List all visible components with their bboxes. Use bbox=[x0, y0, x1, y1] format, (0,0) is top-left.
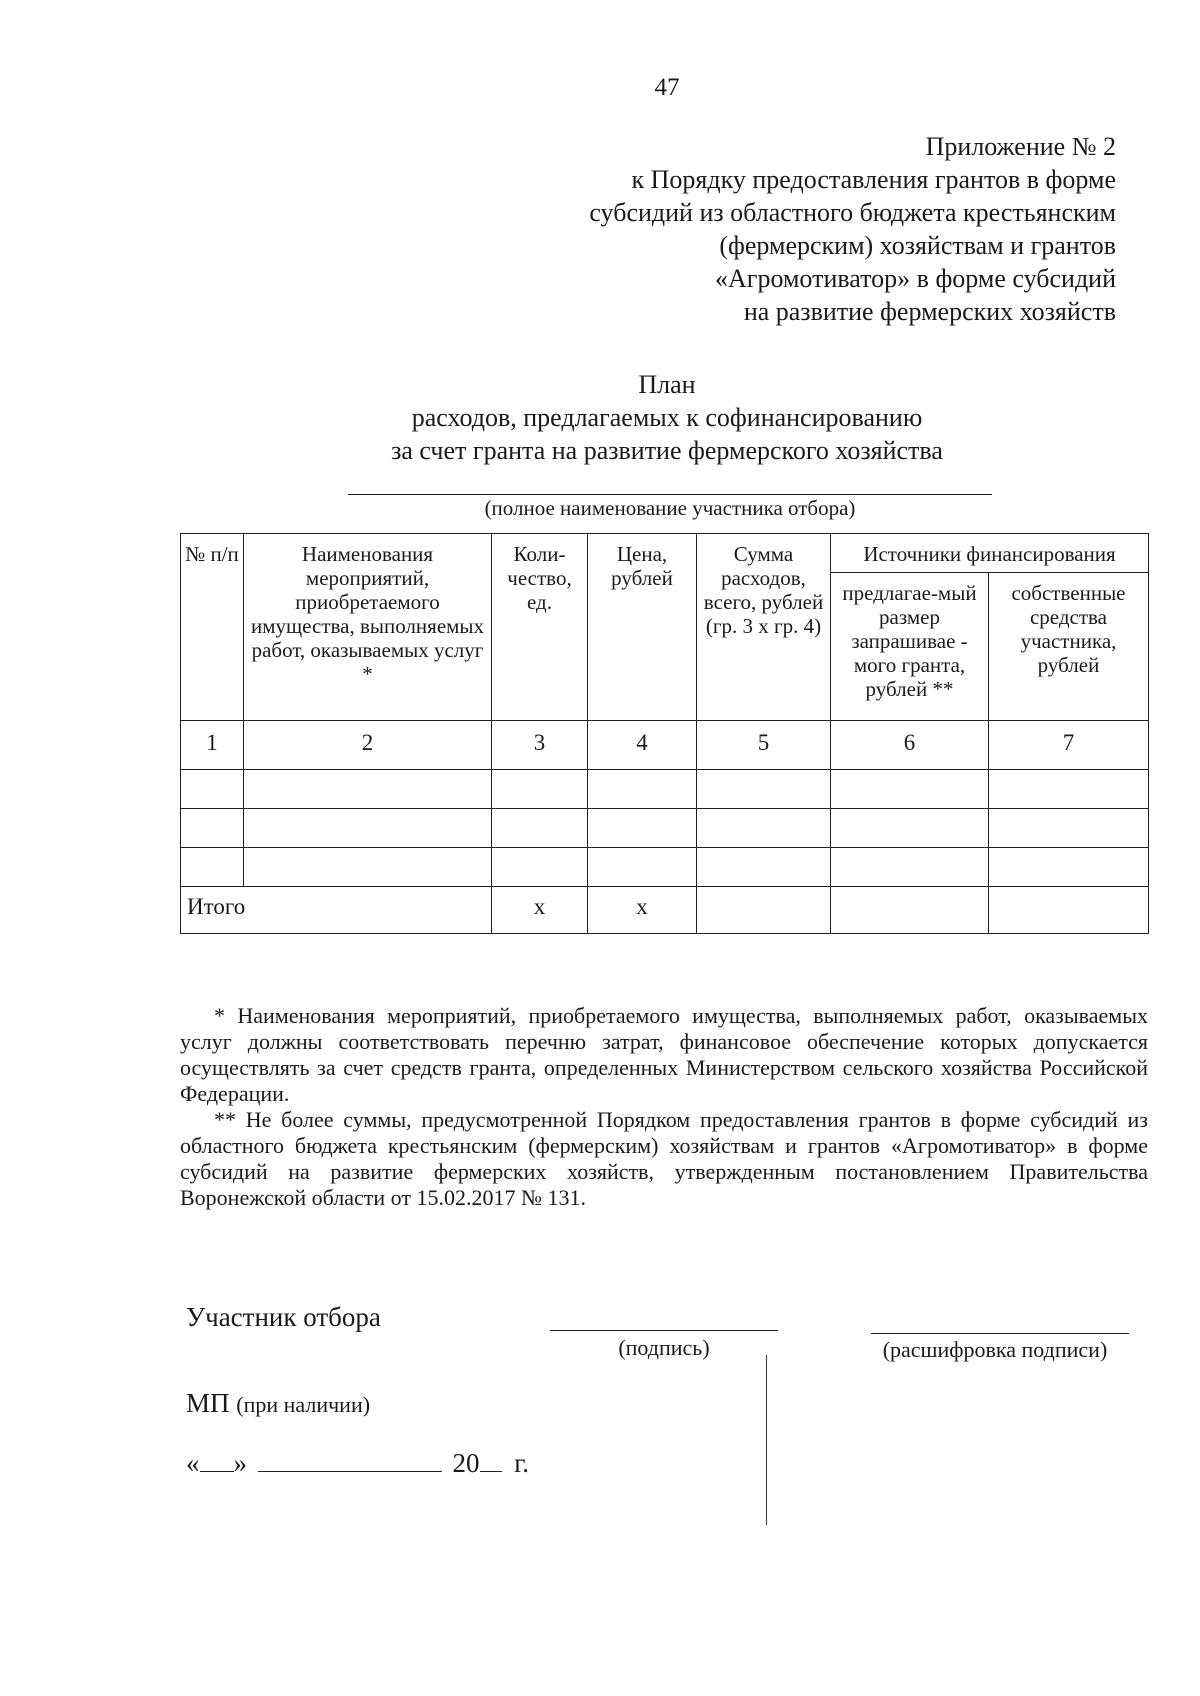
date-open-quote: « bbox=[186, 1448, 200, 1478]
participant-label: Участник отбора bbox=[186, 1302, 381, 1332]
expense-plan-table bbox=[180, 533, 1149, 934]
date-row bbox=[186, 1447, 529, 1479]
total-grant-cell[interactable] bbox=[831, 887, 989, 934]
footnote-1: * Наименования мероприятий, приобретаемого имущества, выполняемых работ, оказываемых услуг должны соответствовать перечню затрат, финансовое обеспечение которых допускается осуществлять за счет средств гранта, определенных Министерством сельского хозяйства Российской Федерации. bbox=[180, 1003, 1148, 1106]
year-prefix: 20 bbox=[452, 1448, 480, 1478]
stamp-place bbox=[186, 1388, 370, 1419]
table-row bbox=[181, 848, 1149, 887]
table-header-row bbox=[181, 534, 1149, 573]
column-number: 3 bbox=[492, 721, 588, 770]
plan-title-line: расходов, предлагаемых к софинансированию bbox=[411, 403, 923, 432]
table-row bbox=[181, 770, 1149, 809]
table-cell[interactable] bbox=[244, 770, 492, 809]
table-cell[interactable] bbox=[492, 809, 588, 848]
header-col-sum: Сумма расходов, всего, рублей (гр. 3 х гр. 4) bbox=[697, 534, 831, 721]
table-cell[interactable] bbox=[588, 848, 697, 887]
table-cell[interactable] bbox=[492, 848, 588, 887]
column-number: 4 bbox=[588, 721, 697, 770]
table-cell[interactable] bbox=[492, 770, 588, 809]
column-number: 5 bbox=[697, 721, 831, 770]
table-cell[interactable] bbox=[989, 770, 1149, 809]
column-number: 7 bbox=[989, 721, 1149, 770]
total-label: Итого bbox=[181, 887, 492, 934]
table-cell[interactable] bbox=[588, 770, 697, 809]
table-cell[interactable] bbox=[831, 809, 989, 848]
header-col-quantity: Коли-чество, ед. bbox=[492, 534, 588, 721]
day-field[interactable] bbox=[200, 1447, 234, 1472]
page-number: 47 bbox=[654, 74, 680, 101]
table-cell[interactable] bbox=[181, 809, 244, 848]
total-price-cell: х bbox=[588, 887, 697, 934]
header-col-own-funds: собственные средства участника, рублей bbox=[989, 573, 1149, 721]
footnotes bbox=[180, 1003, 1148, 1211]
signature-decoding-caption: (расшифровка подписи) bbox=[882, 1337, 1108, 1362]
mp-note: (при наличии) bbox=[236, 1392, 371, 1417]
footnote-2: ** Не более суммы, предусмотренной Порядком предоставления грантов в форме субсидий из областного бюджета крестьянским (фермерским) хозяйствам и грантов «Агромотиватор» в форме субсидий на развитие фермерских хозяйств, утвержденным постановлением Правительства Воронежской области от 15.02.2017 № 131. bbox=[180, 1107, 1148, 1210]
plan-title bbox=[0, 368, 1200, 467]
year-field[interactable] bbox=[480, 1447, 502, 1472]
appendix-line: субсидий из областного бюджета крестьянским bbox=[589, 198, 1116, 227]
appendix-line: «Агромотиватор» в форме субсидий bbox=[715, 264, 1116, 293]
participant-name-caption: (полное наименование участника отбора) bbox=[484, 496, 856, 520]
table-cell[interactable] bbox=[831, 770, 989, 809]
appendix-line: Приложение № 2 bbox=[925, 132, 1116, 161]
plan-title-line: за счет гранта на развитие фермерского хозяйства bbox=[391, 436, 943, 465]
table-row bbox=[181, 809, 1149, 848]
table-cell[interactable] bbox=[244, 809, 492, 848]
table-cell[interactable] bbox=[697, 770, 831, 809]
column-number: 6 bbox=[831, 721, 989, 770]
table-cell[interactable] bbox=[244, 848, 492, 887]
column-number: 1 bbox=[181, 721, 244, 770]
signature-decoding-field[interactable] bbox=[871, 1333, 1129, 1334]
signature-caption: (подпись) bbox=[618, 1335, 710, 1360]
total-sum-cell[interactable] bbox=[697, 887, 831, 934]
participant-name-field[interactable] bbox=[348, 494, 992, 495]
date-close-quote: » bbox=[233, 1448, 247, 1478]
total-quantity-cell: х bbox=[492, 887, 588, 934]
vertical-divider bbox=[766, 1355, 767, 1525]
appendix-line: на развитие фермерских хозяйств bbox=[743, 297, 1116, 326]
header-col-number: № п/п bbox=[181, 534, 244, 721]
table-cell[interactable] bbox=[831, 848, 989, 887]
total-own-funds-cell[interactable] bbox=[989, 887, 1149, 934]
total-row bbox=[181, 887, 1149, 934]
header-col-name: Наименования мероприятий, приобретаемого имущества, выполняемых работ, оказываемых услуг * bbox=[244, 534, 492, 721]
signature-field[interactable] bbox=[550, 1330, 778, 1331]
table-cell[interactable] bbox=[181, 848, 244, 887]
appendix-header bbox=[589, 130, 1116, 328]
month-field[interactable] bbox=[258, 1447, 442, 1472]
header-col-grant: предлагае-мый размер запрашивае - мого гранта, рублей ** bbox=[831, 573, 989, 721]
appendix-line: (фермерским) хозяйствам и грантов bbox=[719, 231, 1116, 260]
appendix-line: к Порядку предоставления грантов в форме bbox=[631, 165, 1116, 194]
table-cell[interactable] bbox=[181, 770, 244, 809]
table-cell[interactable] bbox=[989, 809, 1149, 848]
column-number: 2 bbox=[244, 721, 492, 770]
year-suffix: г. bbox=[514, 1448, 530, 1478]
table-cell[interactable] bbox=[697, 848, 831, 887]
plan-title-line: План bbox=[638, 370, 696, 399]
table-cell[interactable] bbox=[588, 809, 697, 848]
table-cell[interactable] bbox=[989, 848, 1149, 887]
column-numbers-row bbox=[181, 721, 1149, 770]
header-financing-sources: Источники финансирования bbox=[831, 534, 1149, 573]
mp-label: МП bbox=[186, 1388, 230, 1418]
header-col-price: Цена, рублей bbox=[588, 534, 697, 721]
table-cell[interactable] bbox=[697, 809, 831, 848]
